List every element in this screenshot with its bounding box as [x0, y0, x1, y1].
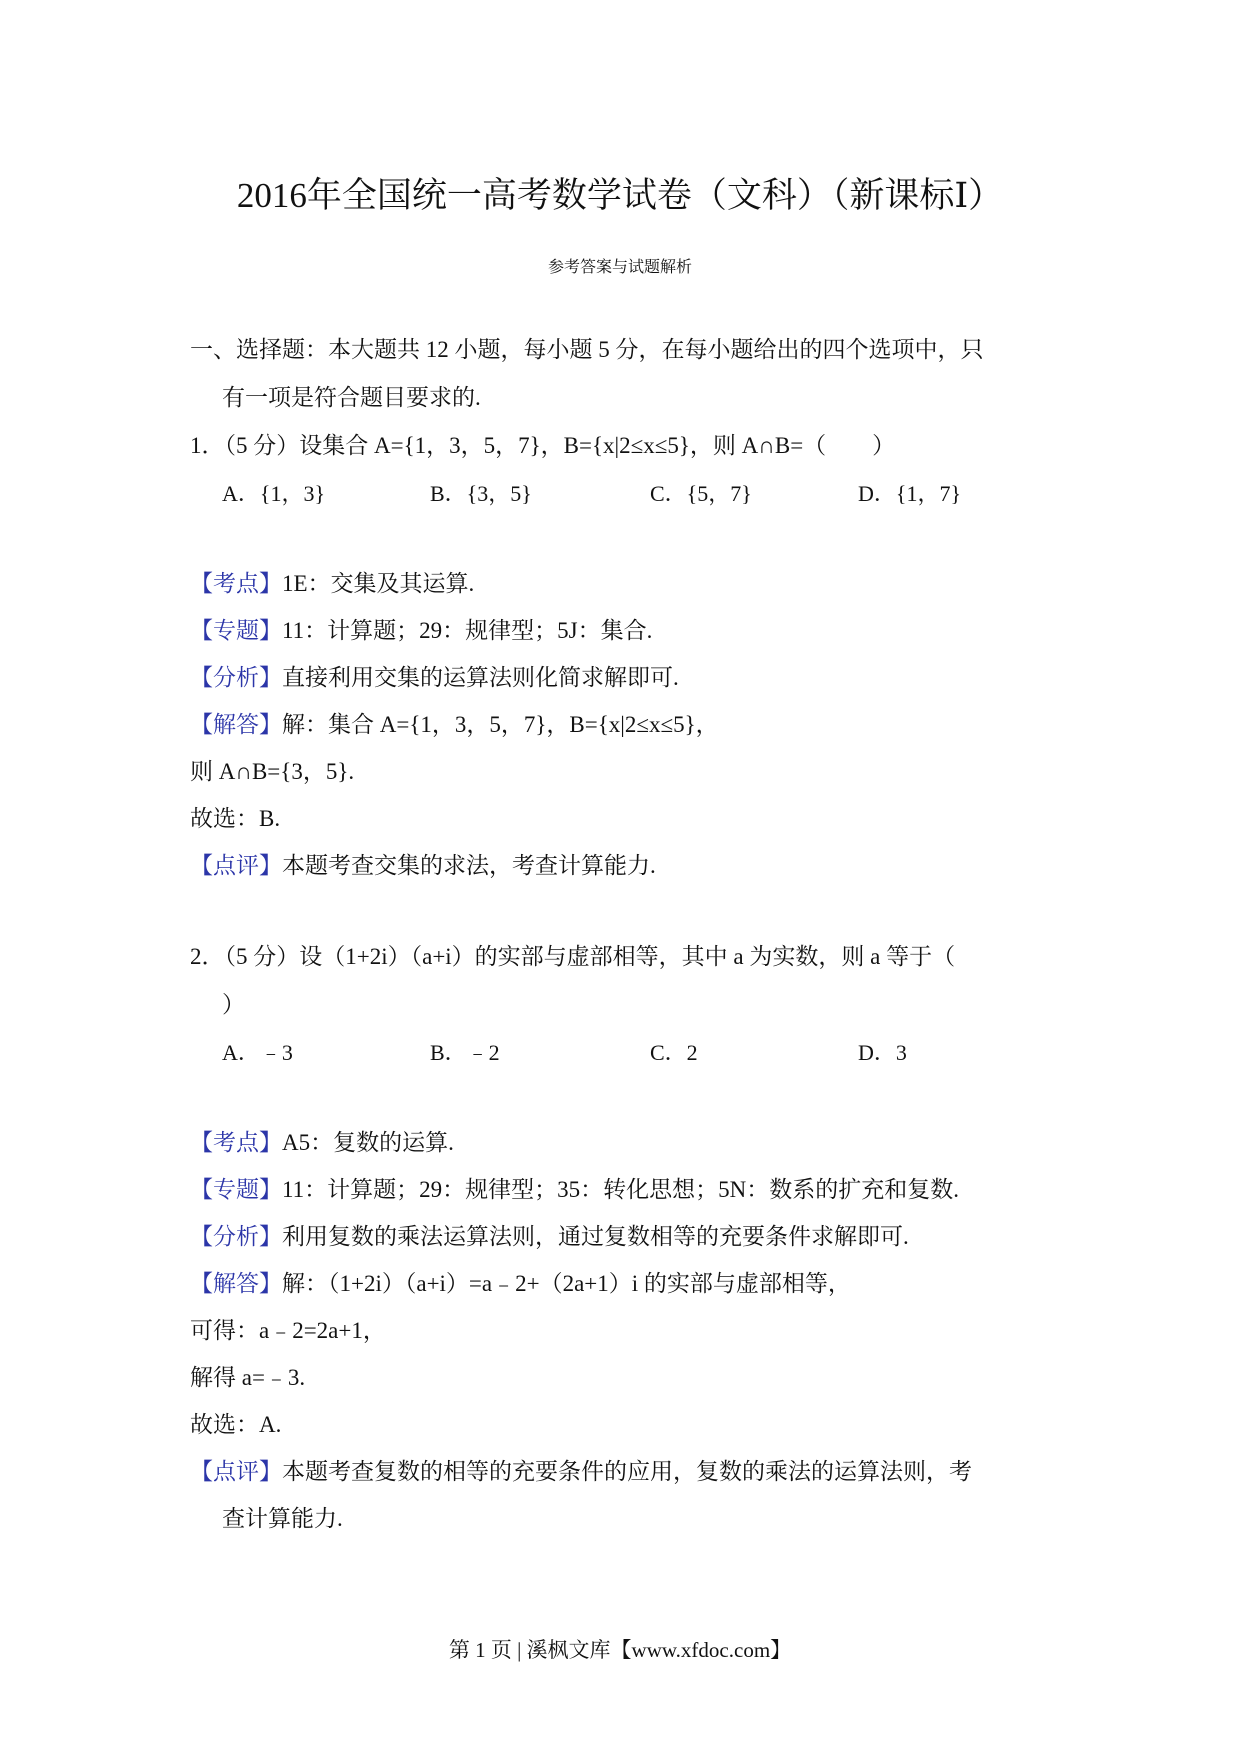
q2-stem: 2．（5 分）设（1+2i）（a+i）的实部与虚部相等，其中 a 为实数，则 a 等于（ [190, 944, 956, 969]
page-title: 2016年全国统一高考数学试卷（文科）（新课标Ⅰ） [236, 176, 1004, 215]
section-heading: 一、选择题：本大题共 12 小题，每小题 5 分，在每小题给出的四个选项中，只 [190, 337, 984, 362]
q2-option-a: A．﹣3 [222, 1040, 293, 1065]
q2-dianping [190, 1456, 972, 1488]
q1-solution-line: 则 A∩B={3，5}. [190, 759, 355, 784]
q2-fenxi [190, 1221, 909, 1253]
q1-dianping [190, 850, 656, 882]
q2-jieda [190, 1268, 851, 1300]
q1-option-d: D．{1，7} [858, 481, 962, 506]
q1-fenxi [190, 662, 679, 694]
zhuanti-tag: 【专题】 [190, 1177, 282, 1202]
q2-solution-result: 解得 a=﹣3. [190, 1365, 306, 1390]
zhuanti-tag: 【专题】 [190, 618, 282, 643]
page-subtitle: 参考答案与试题解析 [547, 259, 692, 276]
q2-solution-line: 可得：a﹣2=2a+1， [190, 1318, 386, 1343]
kaodian-text: 1E：交集及其运算. [282, 571, 475, 596]
q2-answer: 故选：A. [190, 1412, 282, 1437]
q2-option-b: B．﹣2 [430, 1040, 500, 1065]
q1-answer: 故选：B. [190, 806, 281, 831]
q1-option-c: C．{5，7} [650, 481, 752, 506]
dianping-text: 本题考查复数的相等的充要条件的应用，复数的乘法的运算法则，考 [282, 1459, 972, 1484]
page-footer: 第 1 页 | 溪枫文库【www.xfdoc.com】 [448, 1638, 792, 1662]
fenxi-text: 直接利用交集的运算法则化简求解即可. [282, 665, 679, 690]
zhuanti-text: 11：计算题；29：规律型；5J：集合. [282, 618, 653, 643]
q2-dianping-cont: 查计算能力. [222, 1506, 343, 1531]
kaodian-text: A5：复数的运算. [282, 1130, 454, 1155]
q1-option-b: B．{3，5} [430, 481, 532, 506]
section-heading-cont: 有一项是符合题目要求的. [222, 385, 481, 410]
dianping-text: 本题考查交集的求法，考查计算能力. [282, 853, 656, 878]
fenxi-text: 利用复数的乘法运算法则，通过复数相等的充要条件求解即可. [282, 1224, 909, 1249]
zhuanti-text: 11：计算题；29：规律型；35：转化思想；5N：数系的扩充和复数. [282, 1177, 960, 1202]
q1-option-a: A．{1，3} [222, 481, 326, 506]
q1-jieda [190, 709, 719, 741]
fenxi-tag: 【分析】 [190, 1224, 282, 1249]
jieda-tag: 【解答】 [190, 1271, 282, 1296]
jieda-tag: 【解答】 [190, 712, 282, 737]
dianping-tag: 【点评】 [190, 853, 282, 878]
q1-kaodian [190, 568, 474, 600]
jieda-text: 解：集合 A={1，3，5，7}，B={x|2≤x≤5}， [282, 712, 719, 737]
q2-option-c: C．2 [650, 1040, 698, 1065]
jieda-text: 解：（1+2i）（a+i）=a﹣2+（2a+1）i 的实部与虚部相等， [282, 1271, 851, 1296]
q2-stem-cont: ） [222, 992, 245, 1017]
q1-stem: 1．（5 分）设集合 A={1，3，5，7}，B={x|2≤x≤5}，则 A∩B=（ ） [190, 433, 896, 458]
kaodian-tag: 【考点】 [190, 1130, 282, 1155]
dianping-tag: 【点评】 [190, 1459, 282, 1484]
kaodian-tag: 【考点】 [190, 571, 282, 596]
q2-kaodian [190, 1127, 454, 1159]
q2-option-d: D．3 [858, 1040, 907, 1065]
q2-zhuanti [190, 1174, 959, 1206]
q1-zhuanti [190, 615, 652, 647]
fenxi-tag: 【分析】 [190, 665, 282, 690]
